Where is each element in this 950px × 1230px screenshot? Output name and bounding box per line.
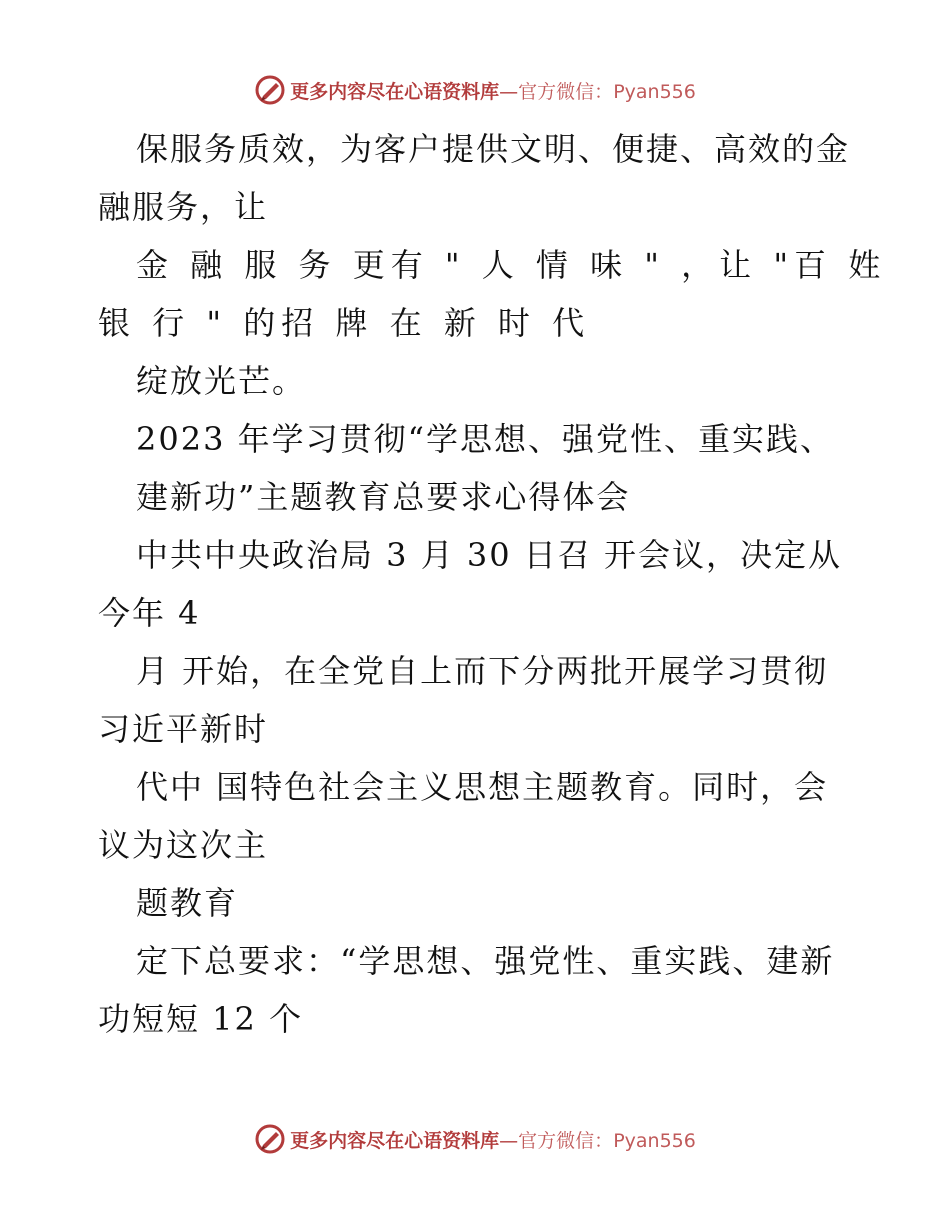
- body-line: 中共中央政治局 3 月 30 日召 开会议，决定从: [136, 536, 842, 574]
- banner-text: [290, 77, 696, 104]
- banner-dash: —: [499, 1129, 519, 1152]
- body-line: 代中 国特色社会主义思想主题教育。同时，会: [136, 768, 829, 806]
- banner-wechat-label: 官方微信：: [518, 1129, 614, 1152]
- footer-watermark-banner: [0, 1121, 950, 1157]
- body-line: 建新功”主题教育总要求心得体会: [136, 478, 631, 516]
- banner-main-text: 更多内容尽在心语资料库: [290, 80, 500, 103]
- body-line: 2023 年学习贯彻“学思想、强党性、重实践、: [136, 420, 834, 458]
- body-line: 功短短 12 个: [98, 1000, 304, 1038]
- body-line: 题教育: [136, 884, 239, 922]
- banner-wechat-id: Pyan556: [613, 1129, 696, 1152]
- body-line: 习近平新时: [98, 710, 269, 748]
- body-line: 绽放光芒。: [136, 362, 307, 400]
- body-line: 定下总要求：“学思想、强党性、重实践、建新: [136, 942, 835, 980]
- document-body: [98, 120, 887, 1048]
- header-watermark-banner: [0, 72, 950, 108]
- pen-logo-icon: [254, 74, 286, 106]
- banner-wechat-label: 官方微信：: [518, 80, 614, 103]
- banner-dash: —: [499, 80, 519, 103]
- banner-wechat-id: Pyan556: [613, 80, 696, 103]
- body-line: 保服务质效，为客户提供文明、便捷、高效的金: [136, 130, 851, 168]
- body-line: 今年 4: [98, 594, 201, 632]
- banner-main-text: 更多内容尽在心语资料库: [290, 1129, 500, 1152]
- pen-logo-icon: [254, 1123, 286, 1155]
- banner-text: [290, 1126, 696, 1153]
- body-line: 金 融 服 务 更有 " 人 情 味 " ，让 "百 姓: [136, 246, 887, 284]
- body-line: 议为这次主: [98, 826, 269, 864]
- body-line: 银 行 " 的招 牌 在 新 时 代: [98, 304, 591, 342]
- body-line: 融服务，让: [98, 188, 269, 226]
- body-line: 月 开始，在全党自上而下分两批开展学习贯彻: [136, 652, 829, 690]
